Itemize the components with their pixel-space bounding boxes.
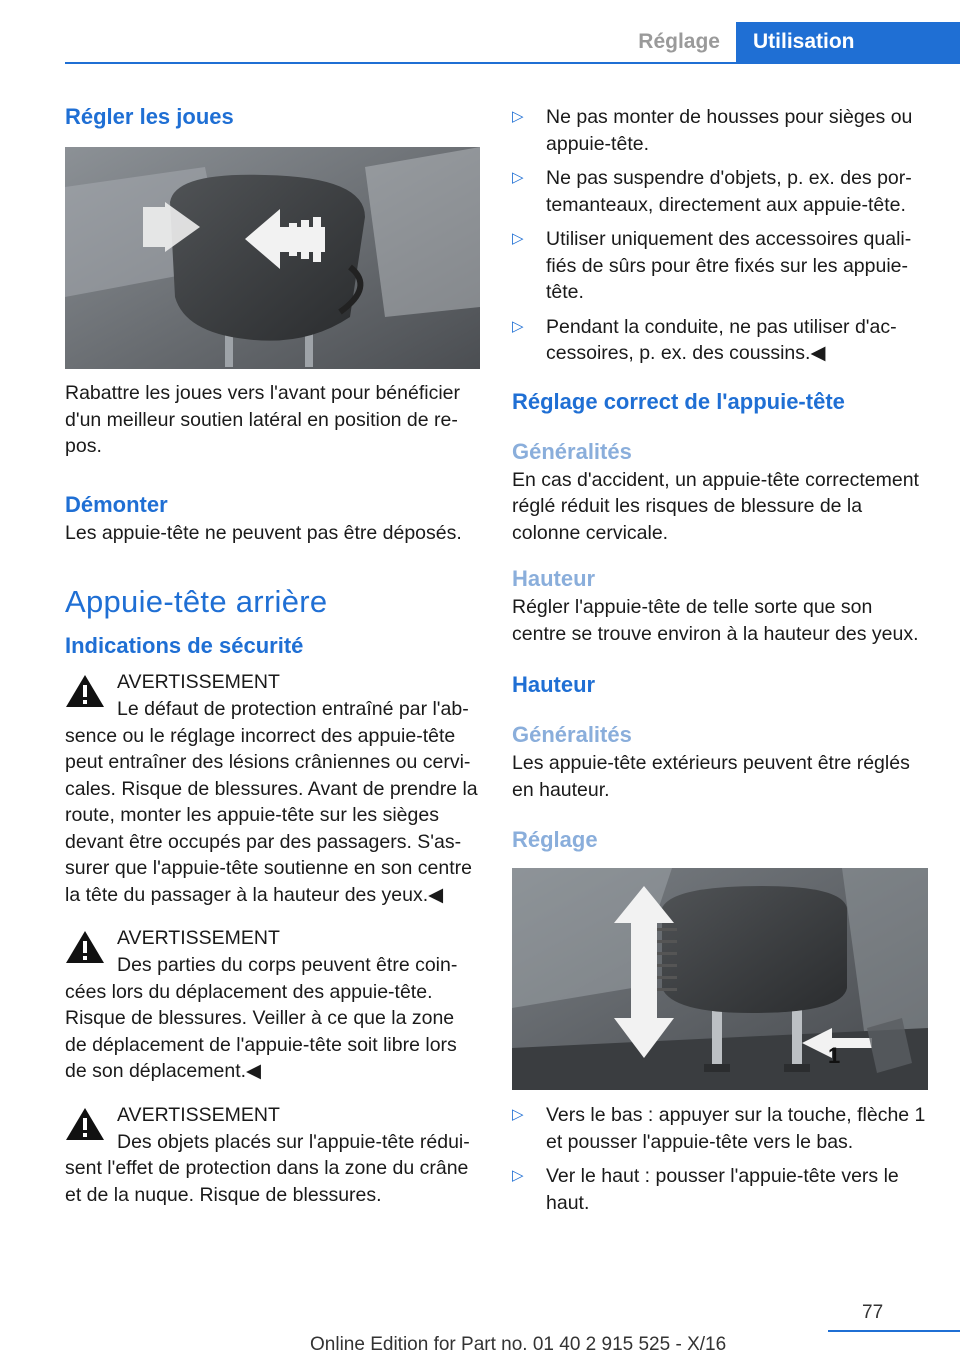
heading-appuie-tete-arriere: Appuie-tête arrière	[65, 584, 328, 619]
bullet-list-bottom	[512, 1102, 928, 1216]
heading-regler-joues: Régler les joues	[65, 104, 234, 129]
left-column	[65, 98, 480, 1208]
bullet-triangle-icon: ▷	[512, 1167, 524, 1184]
warning-title: AVERTISSEMENT	[117, 671, 280, 693]
subheading-generalites-2: Généralités	[512, 722, 632, 747]
subheading-generalites: Généralités	[512, 438, 632, 464]
heading-demonter: Démonter	[65, 491, 168, 517]
warning-text: Le défaut de protection entraîné par l'absence ou le réglage incorrect des appuie-tête peut entraîner des lésions crâniennes ou cervicales. Risque de blessures. Avant de prendre la route, monter les appuie-tête sur les sièges devant être occupés par des passagers. S'assurer que l'appuie-tête soutienne en son centre la tête du passager à la hauteur des yeux.◀	[65, 698, 478, 906]
paragraph-generalites-2: Les appuie-tête extérieurs peuvent être réglés en hauteur.	[512, 752, 910, 801]
warning-title: AVERTISSEMENT	[117, 927, 280, 949]
callout-label-1: 1	[828, 1043, 841, 1068]
bullet-list-top	[512, 104, 928, 367]
headrest-wings-illustration	[65, 147, 480, 369]
warning-text: Des objets placés sur l'appuie-tête réduisent l'effet de protection dans la zone du crâne et de la nuque. Risque de blessures.	[65, 1130, 470, 1206]
header-rule	[65, 62, 960, 64]
warning-block-3	[65, 1102, 480, 1209]
list-item: ▷ Utiliser uniquement des accessoires qualifiés de sûrs pour être fixés sur les appuie-tête.	[512, 228, 912, 303]
warning-triangle-icon	[65, 929, 105, 965]
list-item: ▷ Vers le bas : appuyer sur la touche, flèche 1 et pousser l'appuie-tête vers le bas.	[512, 1104, 926, 1153]
paragraph-hauteur: Régler l'appuie-tête de telle sorte que son centre se trouve environ à la hauteur des yeux.	[512, 596, 919, 645]
paragraph-demonter: Les appuie-tête ne peuvent pas être déposés.	[65, 521, 462, 544]
bullet-triangle-icon: ▷	[512, 230, 524, 247]
header-tab-utilisation: Utilisation	[736, 22, 960, 62]
bullet-triangle-icon: ▷	[512, 169, 524, 186]
warning-text: Des parties du corps peuvent être coincées lors du déplacement des appuie-tête. Risque de blessures. Veiller à ce que la zone de déplacement de l'appuie-tête soit libre lors de son déplacement.◀	[65, 954, 458, 1082]
bullet-triangle-icon: ▷	[512, 1106, 524, 1123]
paragraph-generalites: En cas d'accident, un appuie-tête correctement réglé réduit les risques de blessure de la colonne cervicale.	[512, 468, 919, 544]
page-number: 77	[862, 1302, 884, 1323]
page-footer	[0, 1302, 960, 1362]
subheading-hauteur: Hauteur	[512, 566, 596, 591]
heading-indications-securite: Indications de sécurité	[65, 633, 304, 658]
list-item: ▷ Pendant la conduite, ne pas utiliser d'accessoires, p. ex. des coussins.◀	[512, 315, 897, 364]
header-tab-reglage: Réglage	[638, 30, 720, 53]
warning-triangle-icon	[65, 673, 105, 709]
rear-headrest-illustration	[512, 868, 928, 1090]
bullet-triangle-icon: ▷	[512, 317, 524, 335]
rear-headrest-drawing	[512, 868, 928, 1090]
list-item: ▷ Ne pas suspendre d'objets, p. ex. des portemanteaux, directement aux appuie-tête.	[512, 167, 912, 216]
warning-block-1	[65, 669, 480, 908]
warning-triangle-icon	[65, 1106, 105, 1142]
heading-reglage-correct: Réglage correct de l'appuie-tête	[512, 388, 845, 414]
right-column	[512, 98, 928, 1216]
list-item: ▷ Ne pas monter de housses pour sièges ou appuie-tête.	[512, 106, 913, 155]
warning-title: AVERTISSEMENT	[117, 1103, 280, 1126]
list-item: ▷ Ver le haut : pousser l'appuie-tête vers le haut.	[512, 1165, 899, 1214]
warning-block-2	[65, 925, 480, 1085]
subheading-reglage: Réglage	[512, 827, 598, 852]
bullet-triangle-icon: ▷	[512, 108, 524, 125]
headrest-wings-drawing	[65, 147, 480, 369]
heading-hauteur: Hauteur	[512, 672, 596, 697]
paragraph-joues: Rabattre les joues vers l'avant pour bénéficier d'un meilleur soutien latéral en position de repos.	[65, 382, 461, 457]
footer-edition: Online Edition for Part no. 01 40 2 915 525 - X/16	[310, 1334, 727, 1355]
footer-rule	[828, 1330, 960, 1332]
